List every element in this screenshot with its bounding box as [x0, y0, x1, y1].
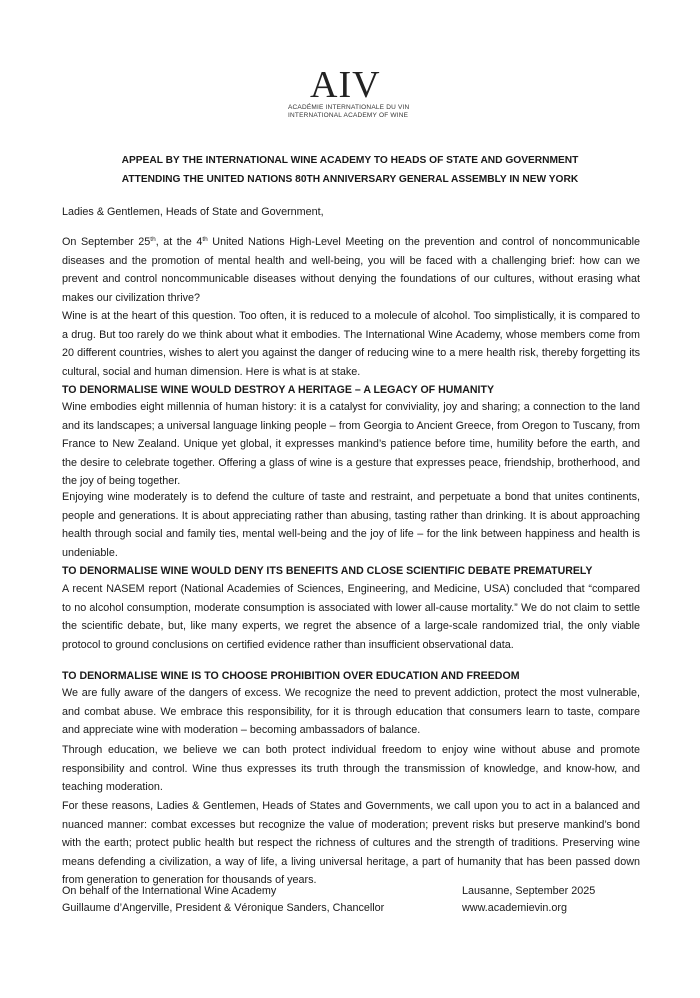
intro-text-c: United Nations High-Level Meeting on the prevention and control of noncommunicable diseases and the promotion of mental health and well-being, you will be faced with a challenging brief: how can we prevent and control noncommunicable diseases without denying the foundations of our cultures, without erasing what makes our civilization thrive?	[62, 236, 640, 304]
section-1-heading: TO DENORMALISE WINE WOULD DESTROY A HERITAGE – A LEGACY OF HUMANITY	[62, 384, 495, 396]
signature-right	[462, 883, 595, 917]
section-3-paragraph-2: Through education, we believe we can both protect individual freedom to enjoy wine without abuse and promote responsibility and control. Wine thus expresses its truth through the transmission of knowledge, and know-how, and teaching moderation.	[62, 744, 640, 794]
salutation: Ladies & Gentlemen, Heads of State and Government,	[62, 206, 324, 218]
signature-names: Guillaume d’Angerville, President & Véronique Sanders, Chancellor	[62, 902, 385, 914]
section-3-heading: TO DENORMALISE WINE IS TO CHOOSE PROHIBITION OVER EDUCATION AND FREEDOM	[62, 670, 520, 682]
document-title	[70, 151, 630, 189]
intro-text-a: On September 25	[62, 236, 151, 248]
intro-sup-1: th	[150, 236, 156, 243]
intro-paragraph-2: Wine is at the heart of this question. Too often, it is reduced to a molecule of alcohol. Too simplistically, it is compared to a drug. But too rarely do we think about what it embodies. The International Wine Academy, whose members come from 20 different countries, wishes to alert you against the danger of reducing wine to a mere health risk, thereby forgetting its cultural, social and human dimension. Here is what is at stake.	[62, 310, 640, 378]
section-2-paragraph-1: A recent NASEM report (National Academies of Sciences, Engineering, and Medicine, USA) concluded that “compared to no alcohol consumption, moderate consumption is associated with lower all-cause mortality.” We do not claim to settle the scientific debate, but, like many experts, we regret the absence of a large-scale randomized trial, the only viable protocol to ground conclusions on certified evidence rather than insufficient observational data.	[62, 583, 640, 651]
section-1-paragraph-2: Enjoying wine moderately is to defend the culture of taste and restraint, and perpetuate a bond that unites continents, people and generations. It is about appreciating rather than abusing, tasting rather than drinking. It is about approaching health through social and family ties, mental well-being and the joy of life – for the link between happiness and health is undeniable.	[62, 491, 640, 559]
title-line-2: ATTENDING THE UNITED NATIONS 80TH ANNIVERSARY GENERAL ASSEMBLY IN NEW YORK	[121, 174, 579, 185]
intro-paragraph-1	[62, 233, 640, 307]
section-3-paragraph-1: We are fully aware of the dangers of excess. We recognize the need to prevent addiction, protect the most vulnerable, and combat abuse. We embrace this responsibility, for it is through education that consumers learn to taste, compare and appreciate wine with moderation – becoming ambassadors of balance.	[62, 687, 640, 737]
signature-place-date: Lausanne, September 2025	[462, 885, 596, 897]
intro-text-b: , at the 4	[155, 236, 203, 248]
signature-organization: On behalf of the International Wine Academy	[62, 885, 277, 897]
section-2-heading: TO DENORMALISE WINE WOULD DENY ITS BENEFITS AND CLOSE SCIENTIFIC DEBATE PREMATURELY	[62, 565, 593, 577]
logo-line-english: INTERNATIONAL ACADEMY OF WINE	[288, 112, 409, 119]
intro-sup-2: th	[202, 236, 208, 243]
title-line-1: APPEAL BY THE INTERNATIONAL WINE ACADEMY TO HEADS OF STATE AND GOVERNMENT	[121, 155, 579, 166]
logo-mark: AIV	[310, 64, 381, 106]
signature-left	[62, 883, 384, 917]
section-1-paragraph-1: Wine embodies eight millennia of human history: it is a catalyst for conviviality, joy and sharing; a connection to the land and its landscapes; a universal language linking people – from Georgia to Ancient Greece, from Oregon to Tuscany, from France to New Zealand. Unique yet global, it expresses mankind’s patience before time, humility before the earth, and the desire to celebrate together. Offering a glass of wine is a gesture that expresses peace, friendship, brotherhood, and the joy of being together.	[62, 401, 640, 488]
aiv-logo	[288, 66, 448, 120]
section-3-paragraph-3: For these reasons, Ladies & Gentlemen, Heads of States and Governments, we call upon you to act in a balanced and nuanced manner: combat excesses but recognize the value of moderation; prevent risks but preserve mankind’s bond with the earth; protect public health but respect the richness of cultures and the strength of traditions. Preserving wine means defending a civilization, a way of life, a living universal heritage, a part of humanity that has been passed down from generation to generation for thousands of years.	[62, 800, 640, 887]
logo-line-french: ACADÉMIE INTERNATIONALE DU VIN	[288, 104, 410, 111]
signature-website: www.academievin.org	[462, 902, 568, 914]
